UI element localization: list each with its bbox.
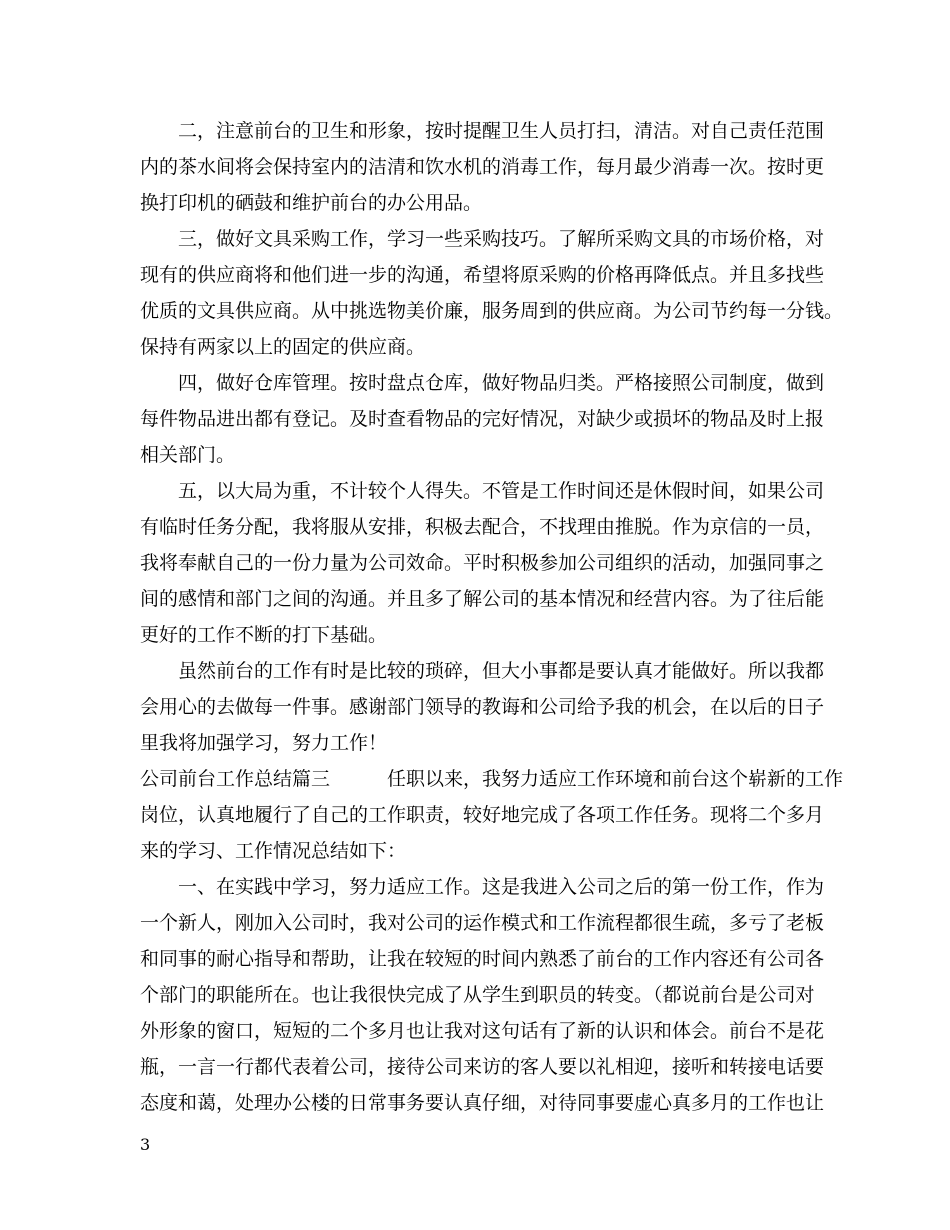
text-line: 瓶，一言一行都代表着公司，接待公司来访的客人要以礼相迎，接听和转接电话要 <box>140 1056 825 1078</box>
text-line: 每件物品进出都有登记。及时查看物品的完好情况，对缺少或损坏的物品及时上报 <box>140 408 825 430</box>
text-line: 相关部门。 <box>140 444 236 466</box>
text-line: 有临时任务分配，我将服从安排，积极去配合，不找理由推脱。作为京信的一员， <box>140 516 825 538</box>
text-line: 会用心的去做每一件事。感谢部门领导的教诲和公司给予我的机会，在以后的日子 <box>140 696 825 718</box>
text-line: 五，以大局为重，不计较个人得失。不管是工作时间还是休假时间，如果公司 <box>140 480 825 502</box>
page-number: 3 <box>140 1135 151 1154</box>
text-line: 我将奉献自己的一份力量为公司效命。平时积极参加公司组织的活动，加强同事之 <box>140 552 825 574</box>
text-line: 现有的供应商将和他们进一步的沟通，希望将原采购的价格再降低点。并且多找些 <box>140 264 825 286</box>
text-line: 和同事的耐心指导和帮助，让我在较短的时间内熟悉了前台的工作内容还有公司各 <box>140 948 825 970</box>
text-line: 外形象的窗口，短短的二个多月也让我对这句话有了新的认识和体会。前台不是花 <box>140 1020 825 1042</box>
text-line: 内的茶水间将会保持室内的洁清和饮水机的消毒工作，每月最少消毒一次。按时更 <box>140 156 825 178</box>
text-line: 间的感情和部门之间的沟通。并且多了解公司的基本情况和经营内容。为了往后能 <box>140 588 825 610</box>
text-line: 优质的文具供应商。从中挑选物美价廉，服务周到的供应商。为公司节约每一分钱。 <box>140 300 844 322</box>
text-line: 四，做好仓库管理。按时盘点仓库，做好物品归类。严格接照公司制度，做到 <box>140 372 825 394</box>
text-line: 一、在实践中学习，努力适应工作。这是我进入公司之后的第一份工作，作为 <box>140 876 825 898</box>
text-line: 更好的工作不断的打下基础。 <box>140 624 388 646</box>
text-line: 一个新人，刚加入公司时，我对公司的运作模式和工作流程都很生疏，多亏了老板 <box>140 912 825 934</box>
text-line: 态度和蔼，处理办公楼的日常事务要认真仔细，对待同事要虚心真多月的工作也让 <box>140 1092 825 1114</box>
text-line: 保持有两家以上的固定的供应商。 <box>140 336 426 358</box>
text-line: 换打印机的硒鼓和维护前台的办公用品。 <box>140 192 483 214</box>
text-line: 虽然前台的工作有时是比较的琐碎，但大小事都是要认真才能做好。所以我都 <box>140 660 825 682</box>
text-line: 个部门的职能所在。也让我很快完成了从学生到职员的转变。（都说前台是公司对 <box>140 984 815 1006</box>
text-line: 二，注意前台的卫生和形象，按时提醒卫生人员打扫，清洁。对自己责任范围 <box>140 120 825 142</box>
text-line: 三，做好文具采购工作，学习一些采购技巧。了解所采购文具的市场价格，对 <box>140 228 825 250</box>
text-line: 岗位，认真地履行了自己的工作职责，较好地完成了各项工作任务。现将二个多月 <box>140 804 825 826</box>
text-line: 来的学习、工作情况总结如下： <box>140 840 407 862</box>
text-line: 里我将加强学习，努力工作！ <box>140 732 388 754</box>
section-heading-line: 公司前台工作总结篇三 任职以来，我努力适应工作环境和前台这个崭新的工作 <box>140 768 844 790</box>
